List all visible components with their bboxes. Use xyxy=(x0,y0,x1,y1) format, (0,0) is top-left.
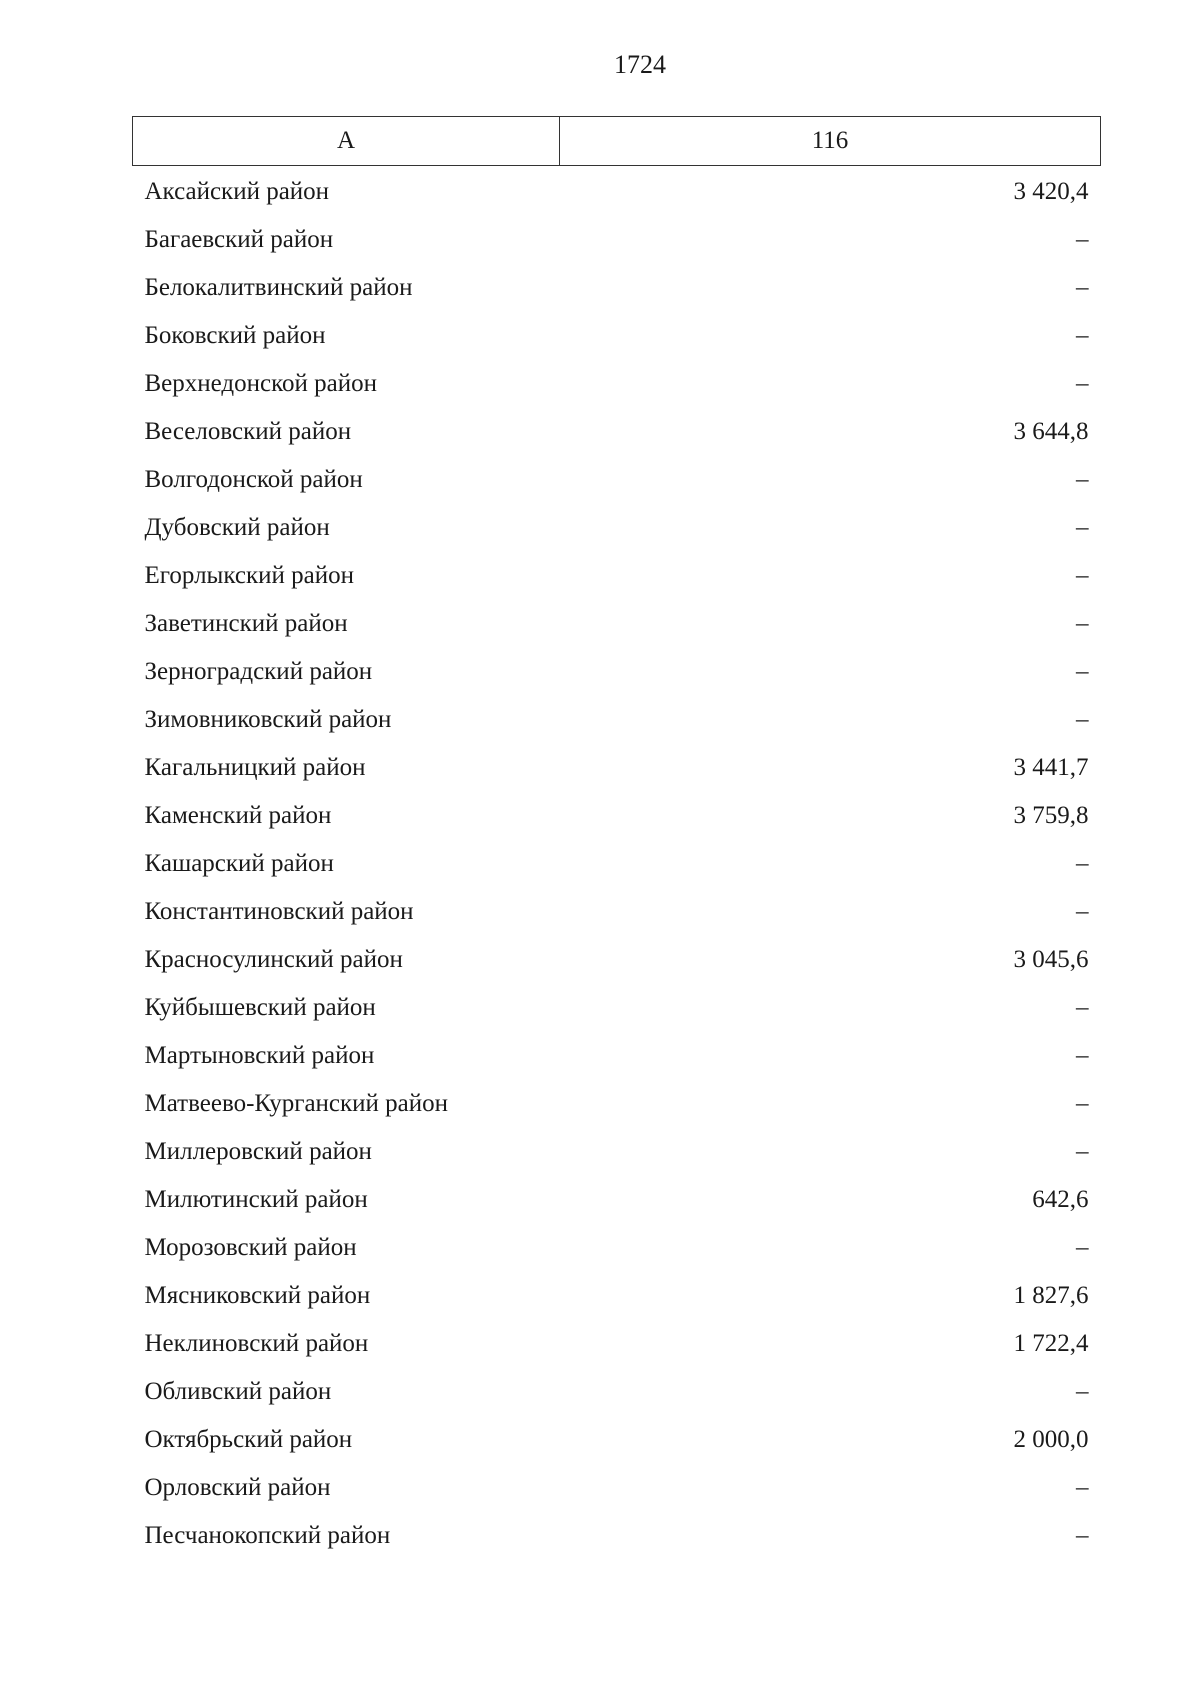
district-value: – xyxy=(1076,658,1089,685)
district-name: Октябрьский район xyxy=(144,1426,353,1453)
district-name: Красносулинский район xyxy=(144,946,403,973)
district-value: – xyxy=(1076,322,1089,349)
table-row xyxy=(133,456,1101,504)
district-value: 3 045,6 xyxy=(1013,946,1089,973)
district-value: – xyxy=(1076,1090,1089,1117)
table-header-row xyxy=(133,117,1101,166)
district-value: – xyxy=(1076,274,1089,301)
district-value: – xyxy=(1076,1522,1089,1549)
table-row xyxy=(133,792,1101,840)
district-value: – xyxy=(1076,466,1089,493)
district-value: – xyxy=(1076,1042,1089,1069)
district-value: – xyxy=(1076,850,1089,877)
table-row xyxy=(133,504,1101,552)
district-value: 642,6 xyxy=(1032,1186,1089,1213)
table-row xyxy=(133,888,1101,936)
table-row xyxy=(133,1080,1101,1128)
district-value: – xyxy=(1076,994,1089,1021)
table-row xyxy=(133,264,1101,312)
district-name: Мартыновский район xyxy=(144,1042,375,1069)
district-name: Егорлыкский район xyxy=(144,562,354,589)
district-value: – xyxy=(1076,898,1089,925)
district-name: Аксайский район xyxy=(144,178,330,205)
district-name: Багаевский район xyxy=(144,226,334,253)
district-name: Константиновский район xyxy=(144,898,414,925)
district-value: – xyxy=(1076,226,1089,253)
district-value: – xyxy=(1076,1138,1089,1165)
district-name: Веселовский район xyxy=(144,418,352,445)
table-row xyxy=(133,1272,1101,1320)
district-name: Мясниковский район xyxy=(144,1282,371,1309)
table-row xyxy=(133,936,1101,984)
table-row xyxy=(133,1416,1101,1464)
page-number: 1724 xyxy=(614,50,666,79)
district-value: – xyxy=(1076,706,1089,733)
district-name: Дубовский район xyxy=(144,514,330,541)
table-row xyxy=(133,166,1101,217)
district-name: Зимовниковский район xyxy=(144,706,392,733)
district-value: 3 420,4 xyxy=(1013,178,1089,205)
district-value: 2 000,0 xyxy=(1013,1426,1089,1453)
table-row xyxy=(133,1464,1101,1512)
header-column-116: 116 xyxy=(560,117,1101,166)
table-row xyxy=(133,600,1101,648)
table-row xyxy=(133,1320,1101,1368)
district-value: – xyxy=(1076,610,1089,637)
district-name: Боковский район xyxy=(144,322,326,349)
district-name: Зерноградский район xyxy=(144,658,373,685)
table-row xyxy=(133,840,1101,888)
table-row xyxy=(133,1368,1101,1416)
district-name: Кашарский район xyxy=(144,850,334,877)
district-name: Морозовский район xyxy=(144,1234,357,1261)
district-name: Обливский район xyxy=(144,1378,332,1405)
district-name: Миллеровский район xyxy=(144,1138,372,1165)
district-value: 1 827,6 xyxy=(1013,1282,1089,1309)
district-name: Матвеево-Курганский район xyxy=(144,1090,449,1117)
district-name: Неклиновский район xyxy=(144,1330,369,1357)
district-value: – xyxy=(1076,514,1089,541)
district-value: – xyxy=(1076,370,1089,397)
district-value: – xyxy=(1076,562,1089,589)
table-row xyxy=(133,1512,1101,1560)
district-name: Куйбышевский район xyxy=(144,994,376,1021)
district-name: Каменский район xyxy=(144,802,332,829)
header-column-a: А xyxy=(133,117,560,166)
table-row xyxy=(133,696,1101,744)
district-value: 1 722,4 xyxy=(1013,1330,1089,1357)
table-row xyxy=(133,744,1101,792)
table-row xyxy=(133,648,1101,696)
district-value: – xyxy=(1076,1474,1089,1501)
table-row xyxy=(133,360,1101,408)
district-value: – xyxy=(1076,1378,1089,1405)
district-value: – xyxy=(1076,1234,1089,1261)
district-name: Орловский район xyxy=(144,1474,331,1501)
table-row xyxy=(133,216,1101,264)
table-row xyxy=(133,1128,1101,1176)
district-name: Волгодонской район xyxy=(144,466,363,493)
table-row xyxy=(133,552,1101,600)
district-name: Верхнедонской район xyxy=(144,370,377,397)
table-row xyxy=(133,984,1101,1032)
table-row xyxy=(133,1176,1101,1224)
district-name: Белокалитвинский район xyxy=(144,274,413,301)
data-table xyxy=(132,116,1101,1560)
table-row xyxy=(133,1224,1101,1272)
district-name: Кагальницкий район xyxy=(144,754,366,781)
table-row xyxy=(133,1032,1101,1080)
district-name: Милютинский район xyxy=(144,1186,368,1213)
district-value: 3 759,8 xyxy=(1013,802,1089,829)
district-name: Заветинский район xyxy=(144,610,348,637)
district-value: 3 644,8 xyxy=(1013,418,1089,445)
district-value: 3 441,7 xyxy=(1013,754,1089,781)
district-name: Песчанокопский район xyxy=(144,1522,391,1549)
table-row xyxy=(133,312,1101,360)
table-row xyxy=(133,408,1101,456)
